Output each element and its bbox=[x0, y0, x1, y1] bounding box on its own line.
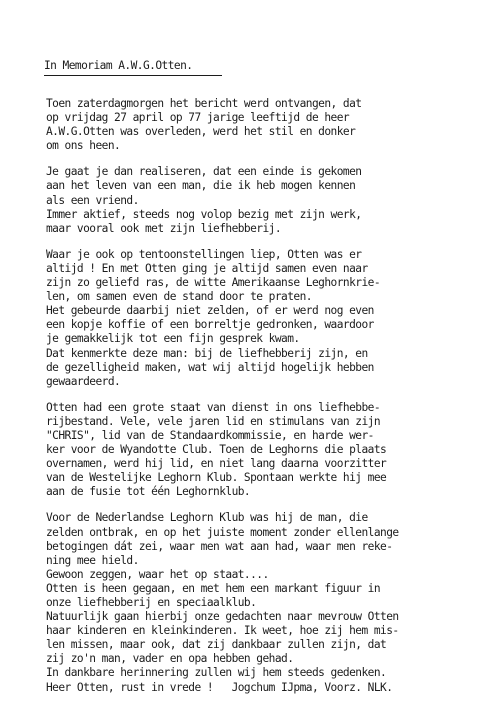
paragraph-gap bbox=[46, 153, 476, 165]
paragraph bbox=[46, 165, 476, 235]
text-line: Heer Otten, rust in vrede ! Jogchum IJpma, Voorz. NLK. bbox=[46, 680, 393, 694]
text-line: overnamen, werd hij lid, en niet lang daarna voorzitter bbox=[46, 457, 387, 471]
document-title: In Memoriam A.W.G.Otten. bbox=[44, 59, 193, 72]
text-line: Natuurlijk gaan hierbij onze gedachten naar mevrouw Otten bbox=[46, 610, 399, 624]
text-line: In dankbare herinnering zullen wij hem steeds gedenken. bbox=[46, 666, 387, 680]
text-line: Het gebeurde daarbij niet zelden, of er werd nog even bbox=[46, 304, 374, 318]
text-line: rijbestand. Vele, vele jaren lid en stimulans van zijn bbox=[46, 414, 381, 428]
text-line: de gezelligheid maken, wat wij altijd hogelijk hebben bbox=[46, 360, 374, 374]
text-line: Dat kenmerkte deze man: bij de liefhebberij zijn, en bbox=[46, 346, 368, 360]
text-line: "CHRIS", lid van de Standaardkommissie, en harde wer- bbox=[46, 428, 374, 442]
text-line: onze liefhebberij en speciaalklub. bbox=[46, 596, 257, 609]
text-line: zelden ontbrak, en op het juiste moment zonder ellenlange bbox=[46, 525, 399, 539]
paragraph bbox=[46, 401, 476, 500]
text-line: len, om samen even de stand door te praten. bbox=[46, 290, 312, 304]
text-line: je gemakkelijk tot een fijn gesprek kwam. bbox=[46, 332, 300, 346]
text-line: ker voor de Wyandotte Club. Toen de Leghorns die plaats bbox=[46, 443, 387, 457]
paragraph-gap bbox=[46, 236, 476, 248]
text-line: zijn zo geliefd ras, de witte Amerikaanse Leghornkrie- bbox=[46, 276, 381, 290]
text-line: betogingen dát zei, waar men wat aan had, waar men reke- bbox=[46, 539, 393, 553]
text-line: zij zo'n man, vader en opa hebben gehad. bbox=[46, 652, 294, 666]
text-line: gewaardeerd. bbox=[46, 374, 121, 388]
paragraph bbox=[46, 248, 476, 389]
paragraph-gap bbox=[46, 499, 476, 511]
text-line: Gewoon zeggen, waar het op staat.... bbox=[46, 567, 269, 581]
text-line: Toen zaterdagmorgen het bericht werd ontvangen, dat bbox=[46, 97, 362, 110]
text-line: Otten is heen gegaan, en met hem een markant figuur in bbox=[46, 581, 381, 595]
title-underline bbox=[44, 75, 222, 76]
text-line: om ons heen. bbox=[46, 139, 121, 153]
document-body bbox=[46, 97, 476, 695]
text-line: Je gaat je dan realiseren, dat een einde is gekomen bbox=[46, 165, 362, 179]
text-line: ning mee hield. bbox=[46, 553, 139, 567]
text-line: van de Westelijke Leghorn Klub. Spontaan werkte hij mee bbox=[46, 471, 387, 485]
text-line: altijd ! En met Otten ging je altijd samen even naar bbox=[46, 261, 368, 275]
text-line: Immer aktief, steeds nog volop bezig met zijn werk, bbox=[46, 207, 362, 221]
text-line: len missen, maar ook, dat zij dankbaar zullen zijn, dat bbox=[46, 638, 387, 652]
text-line: Waar je ook op tentoonstellingen liep, Otten was er bbox=[46, 247, 362, 261]
text-line: maar vooral ook met zijn liefhebberij. bbox=[46, 221, 282, 235]
text-line: A.W.G.Otten was overleden, werd het stil en donker bbox=[46, 125, 356, 139]
paragraph bbox=[46, 97, 476, 153]
text-line: een kopje koffie of een borreltje gedronken, waardoor bbox=[46, 318, 374, 332]
text-line: aan het leven van een man, die ik heb mogen kennen bbox=[46, 179, 356, 193]
text-line: Voor de Nederlandse Leghorn Klub was hij de man, die bbox=[46, 511, 368, 525]
text-line: als een vriend. bbox=[46, 193, 139, 207]
text-line: haar kinderen en kleinkinderen. Ik weet, hoe zij hem mis- bbox=[46, 624, 399, 638]
text-line: aan de fusie tot één Leghornklub. bbox=[46, 485, 251, 499]
text-line: op vrijdag 27 april op 77 jarige leeftijd de heer bbox=[46, 111, 350, 125]
paragraph-gap bbox=[46, 389, 476, 401]
paragraph bbox=[46, 511, 476, 694]
text-line: Otten had een grote staat van dienst in ons liefhebbe- bbox=[46, 400, 381, 414]
